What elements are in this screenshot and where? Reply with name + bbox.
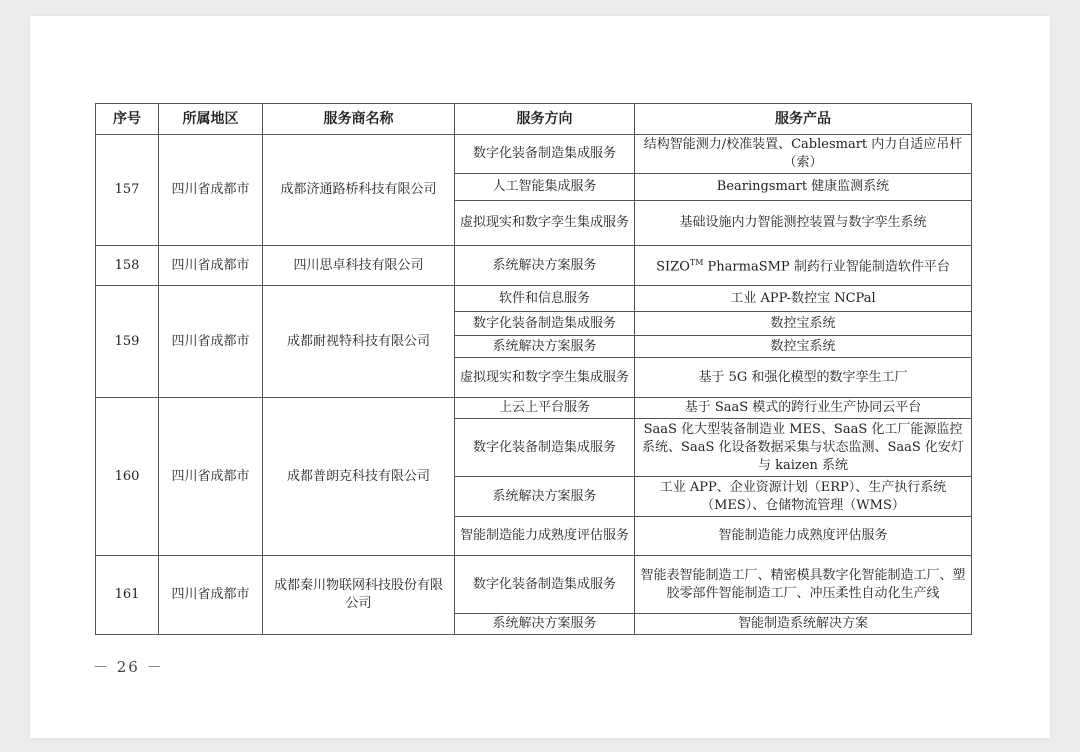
cell-region: 四川省成都市 [159, 398, 263, 556]
cell-product: SaaS 化大型装备制造业 MES、SaaS 化工厂能源监控系统、SaaS 化设备数据采集与状态监测、SaaS 化安灯与 kaizen 系统 [635, 419, 972, 477]
header-no: 序号 [96, 104, 159, 135]
cell-provider: 成都济通路桥科技有限公司 [263, 135, 455, 246]
cell-direction: 系统解决方案服务 [455, 614, 635, 635]
cell-product: 数控宝系统 [635, 312, 972, 336]
header-product: 服务产品 [635, 104, 972, 135]
trademark-mark: TM [689, 258, 704, 268]
cell-product: 工业 APP-数控宝 NCPal [635, 286, 972, 312]
cell-direction: 上云上平台服务 [455, 398, 635, 419]
cell-product: 基于 SaaS 模式的跨行业生产协同云平台 [635, 398, 972, 419]
header-region: 所属地区 [159, 104, 263, 135]
cell-provider: 成都耐视特科技有限公司 [263, 286, 455, 398]
table-row [96, 556, 972, 614]
cell-product [635, 246, 972, 286]
cell-direction: 系统解决方案服务 [455, 246, 635, 286]
cell-direction: 系统解决方案服务 [455, 336, 635, 358]
header-direction: 服务方向 [455, 104, 635, 135]
table-row [96, 135, 972, 174]
cell-direction: 软件和信息服务 [455, 286, 635, 312]
cell-direction: 系统解决方案服务 [455, 477, 635, 517]
service-provider-table [95, 103, 972, 635]
table-row [96, 286, 972, 312]
cell-no: 160 [96, 398, 159, 556]
cell-product: 智能表智能制造工厂、精密模具数字化智能制造工厂、塑胶零部件智能制造工厂、冲压柔性自动化生产线 [635, 556, 972, 614]
cell-direction: 数字化装备制造集成服务 [455, 419, 635, 477]
header-provider: 服务商名称 [263, 104, 455, 135]
cell-product: 智能制造能力成熟度评估服务 [635, 517, 972, 556]
product-name-rest: PharmaSMP 制药行业智能制造软件平台 [703, 259, 950, 275]
cell-no: 157 [96, 135, 159, 246]
cell-provider: 成都秦川物联网科技股份有限公司 [263, 556, 455, 635]
document-page [30, 16, 1050, 738]
cell-direction: 智能制造能力成熟度评估服务 [455, 517, 635, 556]
cell-region: 四川省成都市 [159, 246, 263, 286]
cell-product: 数控宝系统 [635, 336, 972, 358]
cell-region: 四川省成都市 [159, 286, 263, 398]
cell-provider: 成都普朗克科技有限公司 [263, 398, 455, 556]
table-header-row [96, 104, 972, 135]
cell-no: 159 [96, 286, 159, 398]
cell-product: 工业 APP、企业资源计划（ERP）、生产执行系统（MES）、仓储物流管理（WMS） [635, 477, 972, 517]
cell-region: 四川省成都市 [159, 135, 263, 246]
product-name: SIZO [656, 259, 690, 275]
cell-provider: 四川思卓科技有限公司 [263, 246, 455, 286]
cell-direction: 数字化装备制造集成服务 [455, 556, 635, 614]
cell-direction: 人工智能集成服务 [455, 174, 635, 201]
page-number: － 26 － [93, 658, 164, 676]
cell-region: 四川省成都市 [159, 556, 263, 635]
cell-no: 158 [96, 246, 159, 286]
cell-product: 基础设施内力智能测控装置与数字孪生系统 [635, 201, 972, 246]
table-row [96, 398, 972, 419]
cell-direction: 虚拟现实和数字孪生集成服务 [455, 358, 635, 398]
cell-no: 161 [96, 556, 159, 635]
cell-direction: 数字化装备制造集成服务 [455, 135, 635, 174]
cell-direction: 虚拟现实和数字孪生集成服务 [455, 201, 635, 246]
cell-product: 智能制造系统解决方案 [635, 614, 972, 635]
cell-product: 基于 5G 和强化模型的数字孪生工厂 [635, 358, 972, 398]
table-row [96, 246, 972, 286]
cell-product: Bearingsmart 健康监测系统 [635, 174, 972, 201]
cell-product: 结构智能测力/校准装置、Cablesmart 内力自适应吊杆（索） [635, 135, 972, 174]
cell-direction: 数字化装备制造集成服务 [455, 312, 635, 336]
